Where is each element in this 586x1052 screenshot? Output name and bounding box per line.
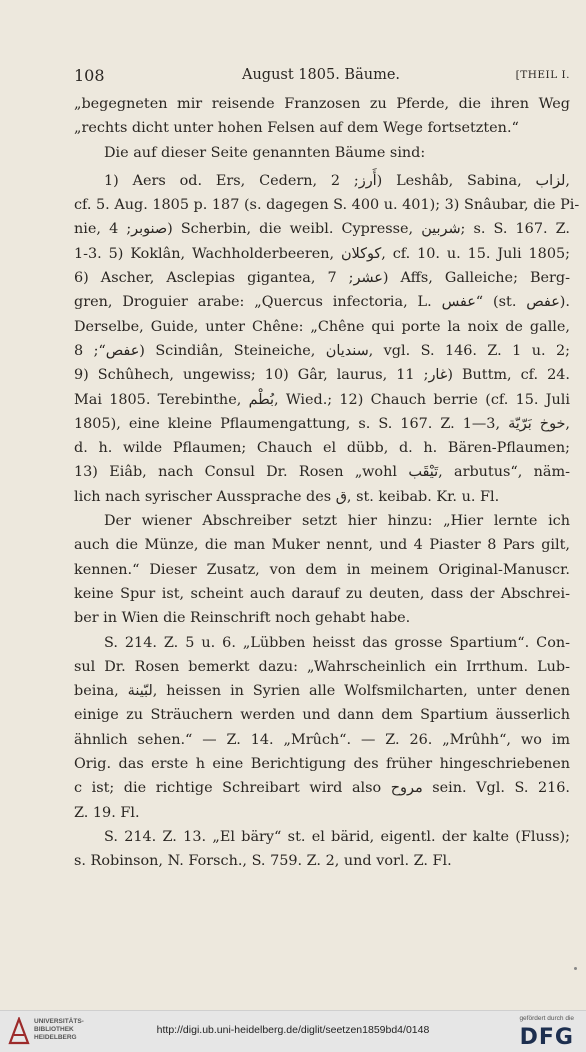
text-line: c ist; die richtige Schreibart wird also مروح sein. Vgl. S. 216. [74,780,570,797]
text-line: kennen.“ Dieser Zusatz, von dem in meinem Original-Manuscr. [74,561,570,578]
text-line: عفص“; 8) Scindiân, Steineiche, سنديان, vgl. S. 146. Z. 1 u. 2; [74,342,570,359]
text-line: Die auf dieser Seite genannten Bäume sind: [104,144,426,161]
text-line: s. Robinson, N. Forsch., S. 759. Z. 2, und vorl. Z. Fl. [74,853,452,870]
page-mark [574,967,577,970]
text-line: 1-3. 5) Koklân, Wachholderbeeren, كوكلان, cf. 10. u. 15. Juli 1805; [74,245,571,262]
page-number: 108 [74,66,105,85]
text-line: 9) Schûhech, ungewiss; 10) Gâr, laurus, غار; 11) Buttm, cf. 24. [74,367,570,384]
text-line: ähnlich sehen.“ — Z. 14. „Mrûch“. — Z. 26. „Mrûhh“, wo im [74,731,570,748]
text-line: Orig. das erste h eine Berichtigung des früher hingeschriebenen [74,756,570,773]
funded-by-label: gefördert durch die [519,1015,574,1022]
text-line: keine Spur ist, scheint auch darauf zu deuten, dass der Abschrei- [74,585,570,602]
digitization-url-link[interactable]: http://digi.ub.uni-heidelberg.de/diglit/seetzen1859bd4/0148 [156,1024,430,1036]
body-text [74,92,580,874]
text-line: Mai 1805. Terebinthe, بُطْم, Wied.; 12) Chauch berrie (cf. 15. Juli [74,391,570,408]
text-line: auch die Münze, die man Muker nennt, und 4 Piaster 8 Pars gilt, [74,537,570,554]
dfg-logo: DFG [519,1025,574,1050]
text-line: einige zu Sträuchern werden und dann dem Spartium äusserlich [74,707,570,724]
text-line: S. 214. Z. 13. „El bäry“ st. el bärid, eigentl. der kalte (Fluss); [104,828,570,845]
text-line: 6) Ascher, Asclepias gigantea, عشر; 7) Affs, Galleiche; Berg- [74,270,570,287]
text-line: gren, Droguier arabe: „Quercus infectoria, L. عفس“ (st. عفص). [74,294,570,311]
text-line: 1) Aers od. Ers, Cedern, أَرز; 2) Leshâb, Sabina, لزاب, [104,172,570,189]
university-name: UNIVERSITÄTS- BIBLIOTHEK HEIDELBERG [34,1018,84,1041]
text-line: beina, لبّينة, heissen in Syrien alle Wolfsmilcharten, unter denen [74,683,570,700]
text-line: Der wiener Abschreiber setzt hier hinzu: „Hier lernte ich [104,513,570,530]
text-line: Derselbe, Guide, unter Chêne: „Chêne qui porte la noix de galle, [74,318,570,335]
text-line: Z. 19. Fl. [74,804,140,821]
running-title: August 1805. Bäume. [242,67,401,83]
text-line: nie, صنوبر; 4) Scherbin, die weibl. Cypresse, شربين; s. S. 167. Z. [74,221,570,238]
part-label: [THEIL I. [515,69,570,81]
footer-bar [0,1010,586,1052]
text-line: S. 214. Z. 5 u. 6. „Lübben heisst das grosse Spartium“. Con- [104,634,570,651]
text-line: 13) Eiâb, nach Consul Dr. Rosen „wohl تَيْقَب, arbutus“, näm- [74,464,570,481]
text-line: lich nach syrischer Aussprache des ق, st. keibab. Kr. u. Fl. [74,488,500,505]
text-line: „begegneten mir reisende Franzosen zu Pferde, die ihren Weg [74,96,570,112]
page-header [74,66,570,88]
text-line: 1805), eine kleine Pflaumengattung, s. S. 167. Z. 1—3, خوخ بَرّيّة, [74,415,570,432]
text-line: „rechts dicht unter hohen Felsen auf dem Wege fortsetzten.“ [74,120,519,137]
text-line: sul Dr. Rosen bemerkt dazu: „Wahrscheinlich ein Irrthum. Lub- [74,658,570,675]
text-line: cf. 5. Aug. 1805 p. 187 (s. dagegen S. 400 u. 401); 3) Snâubar, die Pi- [74,197,580,214]
text-line: ber in Wien die Reinschrift noch gehabt habe. [74,610,411,627]
text-line: d. h. wilde Pflaumen; Chauch el dübb, d. h. Bären-Pflaumen; [74,440,570,457]
